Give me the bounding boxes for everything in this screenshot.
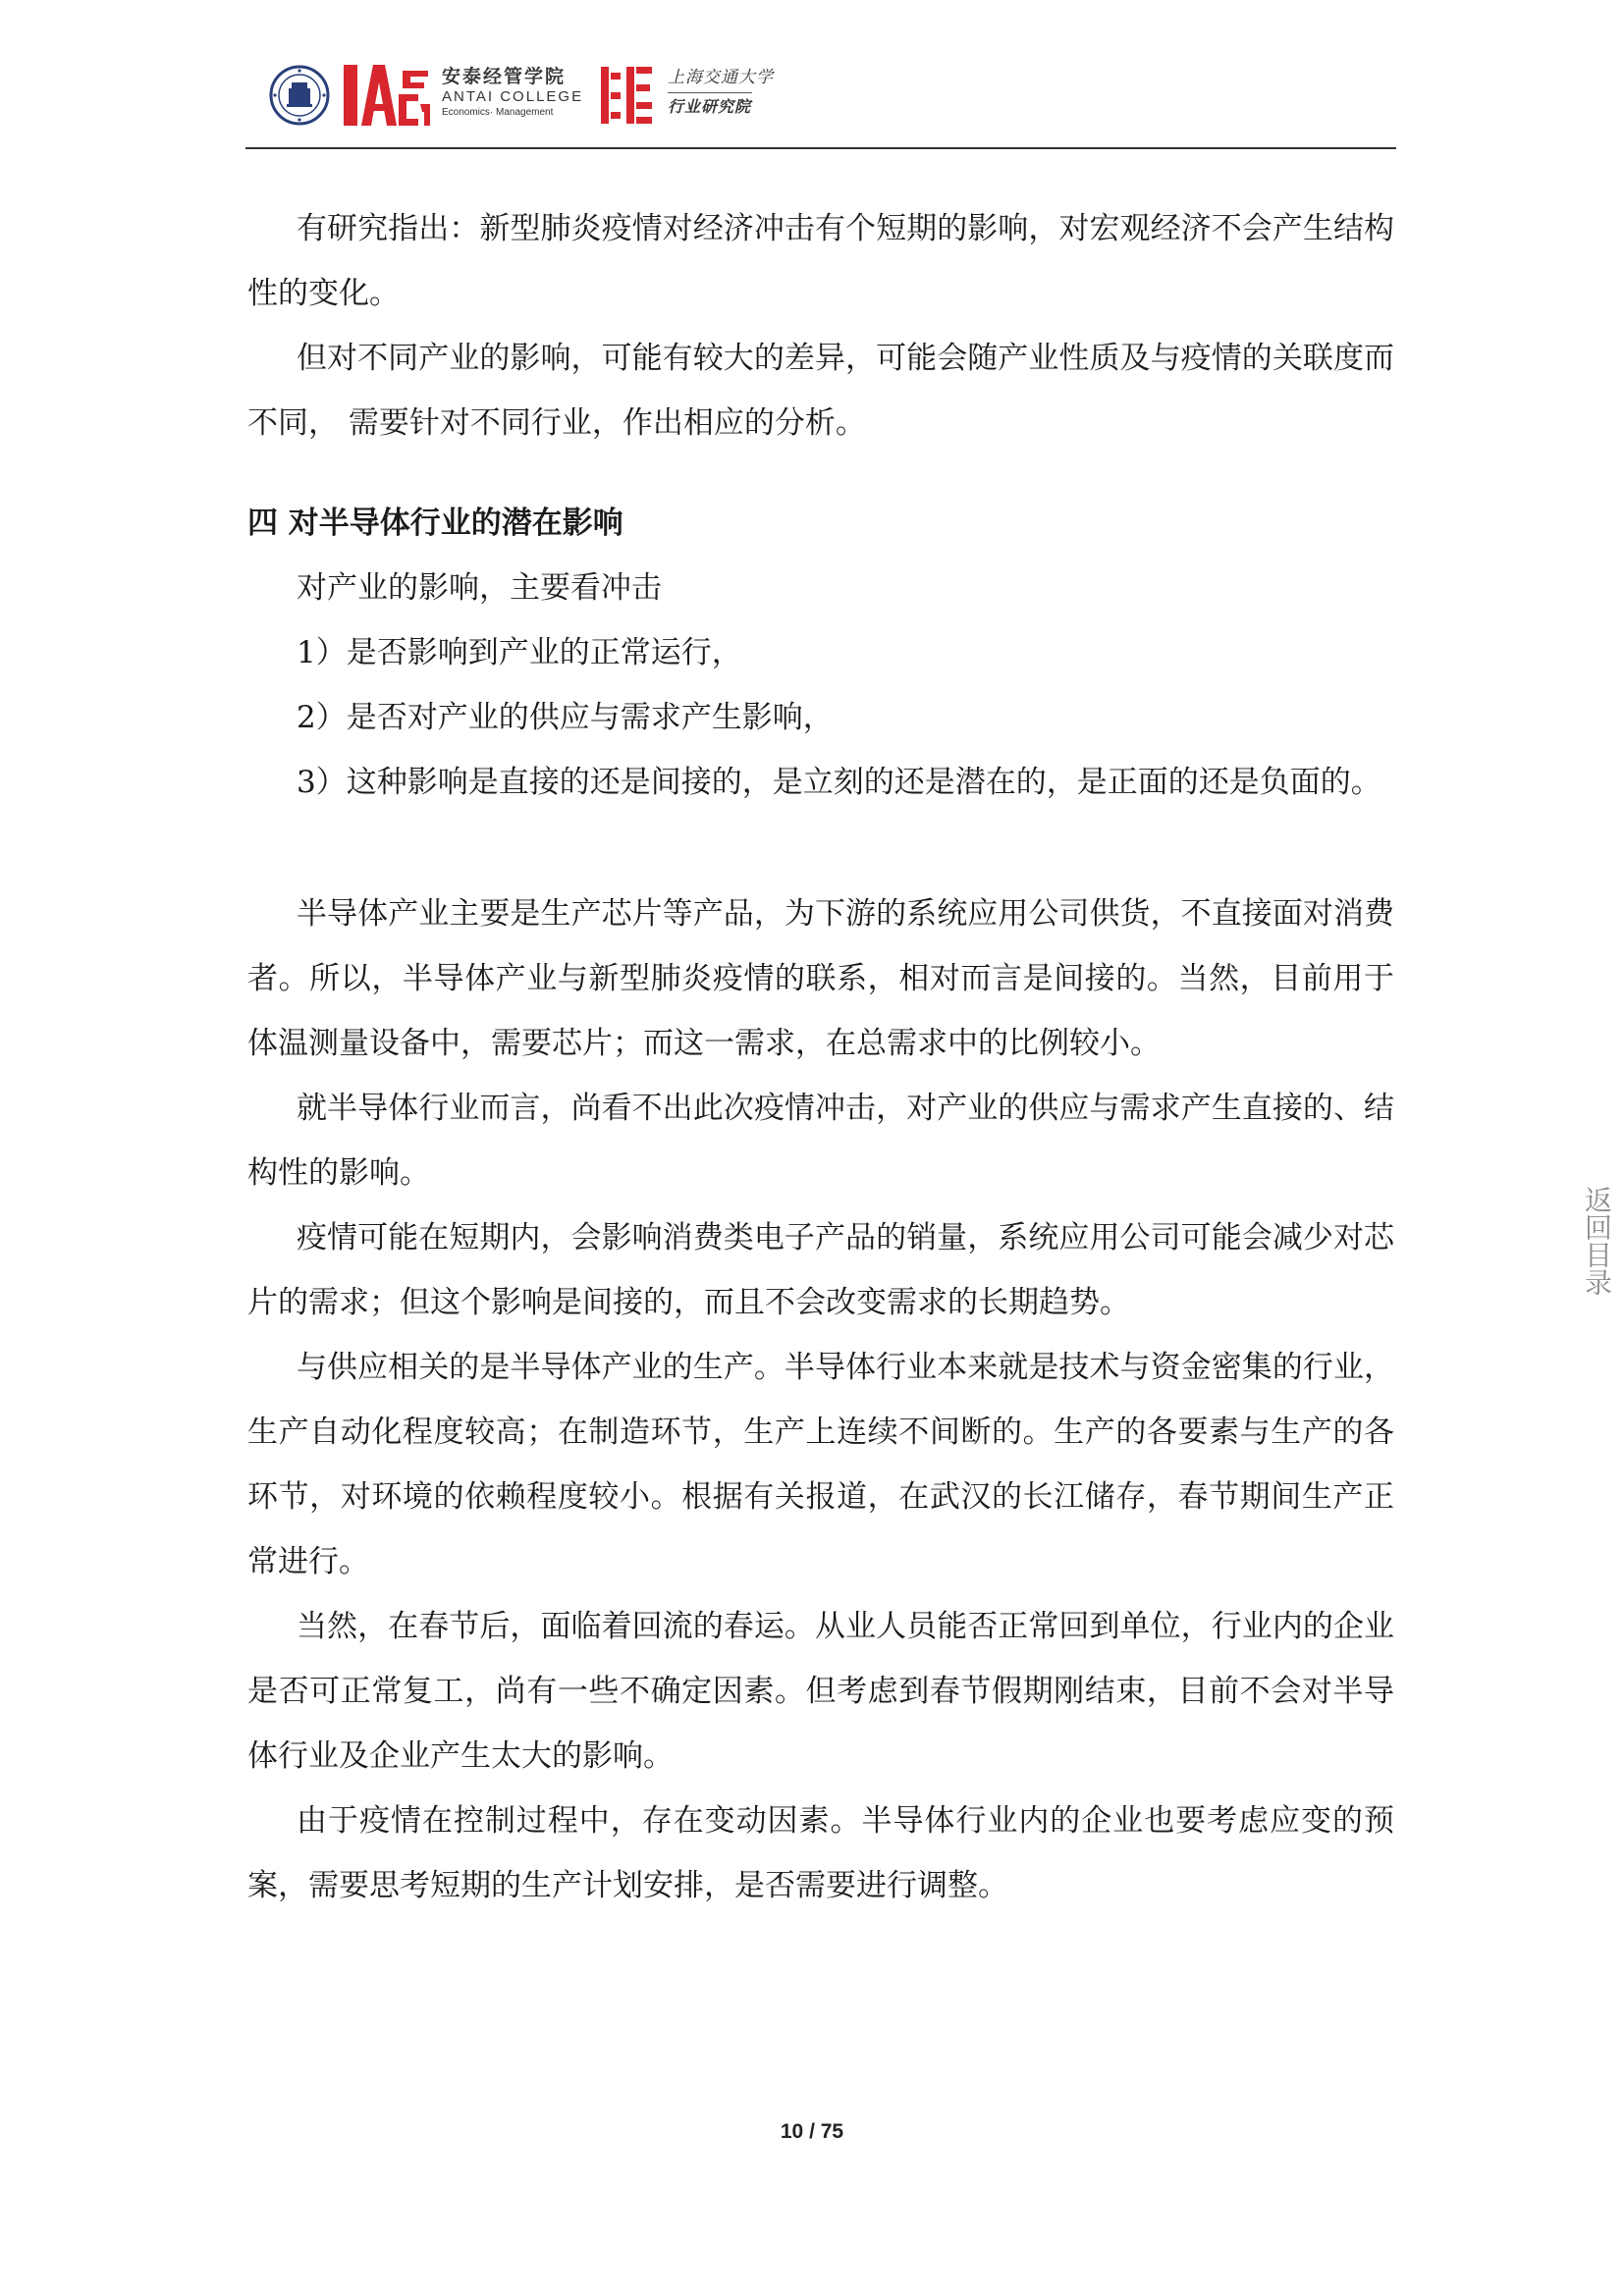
sjtu-wordmark bbox=[668, 65, 776, 133]
university-seal-icon bbox=[269, 65, 330, 126]
antai-college-en: ANTAI COLLEGE bbox=[442, 88, 584, 105]
list-item: 2）是否对产业的供应与需求产生影响， bbox=[297, 700, 834, 735]
section-heading: 四 对半导体行业的潜在影响 bbox=[247, 506, 623, 541]
antai-college-wordmark bbox=[442, 65, 589, 133]
document-body bbox=[247, 196, 1394, 1918]
research-institute-logo-icon bbox=[597, 63, 656, 128]
page-number: 10 / 75 bbox=[780, 2120, 844, 2143]
header-divider bbox=[245, 147, 1396, 149]
paragraph: 当然，在春节后，面临着回流的春运。从业人员能否正常回到单位，行业内的企业是否可正常复工，尚有一些不确定因素。但考虑到春节假期刚结束，目前不会对半导体行业及企业产生太大的影响。 bbox=[247, 1609, 1394, 1774]
institute-name-cn: 行业研究院 bbox=[668, 97, 752, 116]
paragraph: 有研究指出：新型肺炎疫情对经济冲击有个短期的影响，对宏观经济不会产生结构性的变化。 bbox=[247, 211, 1394, 311]
paragraph: 但对不同产业的影响，可能有较大的差异，可能会随产业性质及与疫情的关联度而不同， 需要针对不同行业，作出相应的分析。 bbox=[247, 341, 1394, 441]
paragraph: 就半导体行业而言，尚看不出此次疫情冲击，对产业的供应与需求产生直接的、结构性的影响。 bbox=[247, 1091, 1394, 1191]
page-header bbox=[247, 55, 1394, 149]
antai-college-subtitle: Economics· Management bbox=[442, 107, 554, 118]
back-to-toc-link[interactable]: 返回目录 bbox=[1581, 1186, 1613, 1296]
spacer bbox=[247, 815, 1394, 881]
list-item: 1）是否影响到产业的正常运行， bbox=[297, 635, 742, 670]
intro-line: 对产业的影响，主要看冲击 bbox=[297, 570, 662, 606]
paragraph: 半导体产业主要是生产芯片等产品，为下游的系统应用公司供货，不直接面对消费者。所以，半导体产业与新型肺炎疫情的联系，相对而言是间接的。当然，目前用于体温测量设备中，需要芯片；而这一需求，在总需求中的比例较小。 bbox=[247, 896, 1394, 1061]
paragraph: 疫情可能在短期内，会影响消费类电子产品的销量，系统应用公司可能会减少对芯片的需求；但这个影响是间接的，而且不会改变需求的长期趋势。 bbox=[247, 1220, 1394, 1320]
list-item: 3）这种影响是直接的还是间接的，是立刻的还是潜在的，是正面的还是负面的。 bbox=[297, 765, 1381, 800]
paragraph: 由于疫情在控制过程中，存在变动因素。半导体行业内的企业也要考虑应变的预案，需要思考短期的生产计划安排，是否需要进行调整。 bbox=[247, 1803, 1394, 1903]
sjtu-name-cn: 上海交通大学 bbox=[668, 68, 774, 87]
paragraph: 与供应相关的是半导体产业的生产。半导体行业本来就是技术与资金密集的行业，生产自动化程度较高；在制造环节，生产上连续不间断的。生产的各要素与生产的各环节，对环境的依赖程度较小。根据有关报道，在武汉的长江储存，春节期间生产正常进行。 bbox=[247, 1350, 1394, 1579]
sjtu-divider bbox=[668, 92, 752, 93]
acem-logo-icon bbox=[342, 61, 432, 130]
antai-college-cn: 安泰经管学院 bbox=[442, 66, 567, 87]
spacer bbox=[247, 455, 1394, 491]
